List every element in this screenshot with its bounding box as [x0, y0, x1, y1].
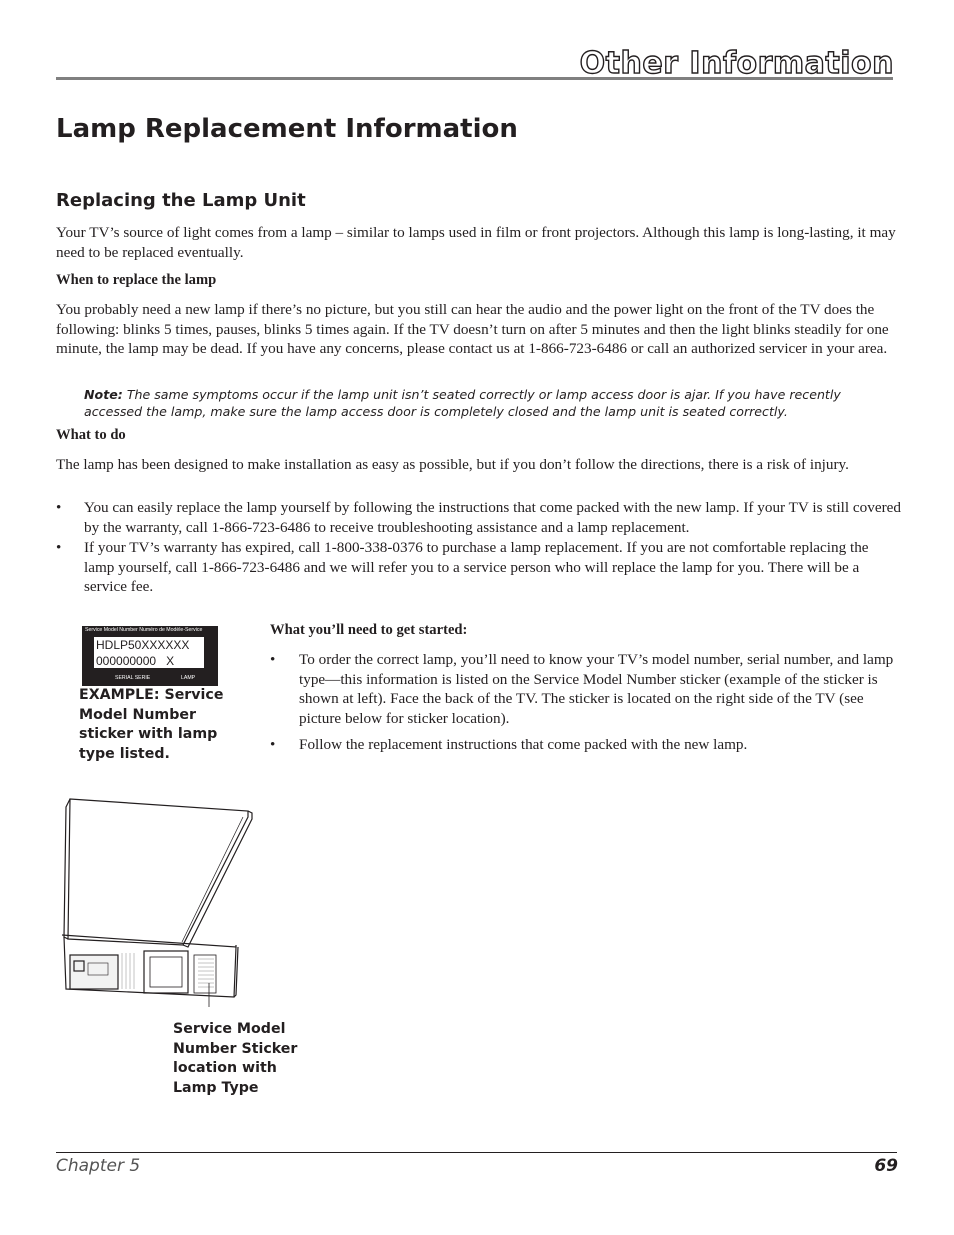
footer-page-number: 69 — [874, 1156, 898, 1176]
service-sticker-example — [82, 626, 218, 686]
note-paragraph — [84, 386, 894, 420]
sticker-lamp-type: X — [166, 654, 175, 668]
when-heading: When to replace the lamp — [56, 272, 217, 288]
bullet-dot: • — [56, 539, 62, 556]
bullet-text: You can easily replace the lamp yourself by following the instructions that come packed with the new lamp. If your TV is still covered by the warranty, call 1-866-723-6486 to receive troubleshooting assistance and a lamp replacement. — [84, 499, 901, 536]
bullet-dot: • — [56, 499, 62, 516]
sticker-value-box — [93, 636, 205, 669]
sticker-serial: 000000000 — [96, 654, 157, 668]
tv-rear-illustration — [58, 797, 258, 1007]
need-bullet-1 — [270, 650, 898, 728]
intro-paragraph: Your TV’s source of light comes from a lamp – similar to lamps used in film or front projectors. Although this lamp is long-lasting, it may need to be replaced eventually. — [56, 224, 896, 261]
note-label: Note: — [84, 387, 123, 402]
bullet-text: If your TV’s warranty has expired, call 1-800-338-0376 to purchase a lamp replacement. If you are not comfortable replacing the lamp yourself, call 1-866-723-6486 and we will refer you to a service person who will replace the lamp for you. There will be a service fee. — [84, 539, 869, 595]
sticker-model: HDLP50XXXXXX — [96, 638, 190, 652]
what-heading: What to do — [56, 427, 126, 443]
when-paragraph: You probably need a new lamp if there’s no picture, but you still can hear the audio and the power light on the front of the TV does the following: blinks 5 times, pauses, blinks 5 times again. If the TV doesn’t turn on after 5 minutes and then the light blinks steadily for one minute, the lamp may be dead. If you have any concerns, please contact us at 1-866-723-6486 or call an authorized servicer in your area. — [56, 301, 889, 357]
what-bullet-1 — [56, 498, 901, 537]
sub-heading: Replacing the Lamp Unit — [56, 190, 306, 211]
bullet-text: Follow the replacement instructions that come packed with the new lamp. — [299, 736, 748, 753]
tv-caption: Service Model Number Sticker location with Lamp Type — [173, 1021, 298, 1096]
footer-chapter: Chapter 5 — [56, 1156, 141, 1176]
section-title: Other Information — [579, 46, 894, 81]
footer-rule — [56, 1152, 897, 1153]
bullet-text: To order the correct lamp, you’ll need to know your TV’s model number, serial number, and lamp type—this information is listed on the Service Model Number sticker (example of the sticker is shown at left). Face the back of the TV. The sticker is located on the right side of the TV (see picture below for sticker location). — [299, 651, 894, 727]
sticker-serial-row — [96, 653, 204, 669]
bullet-dot: • — [270, 736, 276, 753]
what-paragraph: The lamp has been designed to make installation as easy as possible, but if you don’t follow the directions, there is a risk of injury. — [56, 456, 849, 473]
sticker-caption: EXAMPLE: Service Model Number sticker with lamp type listed. — [79, 687, 224, 762]
need-bullet-2 — [270, 735, 898, 755]
page-heading: Lamp Replacement Information — [56, 114, 518, 144]
sticker-lamp-label: LAMP — [181, 675, 196, 681]
need-heading: What you’ll need to get started: — [270, 622, 468, 638]
sticker-header: Service Model Number Numéro de Modèle-Service — [85, 627, 203, 633]
what-bullet-2 — [56, 538, 901, 597]
note-text: The same symptoms occur if the lamp unit isn’t seated correctly or lamp access door is ajar. If you have recently accessed the lamp, make sure the lamp access door is completely closed and the lamp unit is seated correctly. — [84, 387, 841, 419]
sticker-serial-label: SERIAL SERIE — [115, 675, 151, 681]
bullet-dot: • — [270, 651, 276, 668]
